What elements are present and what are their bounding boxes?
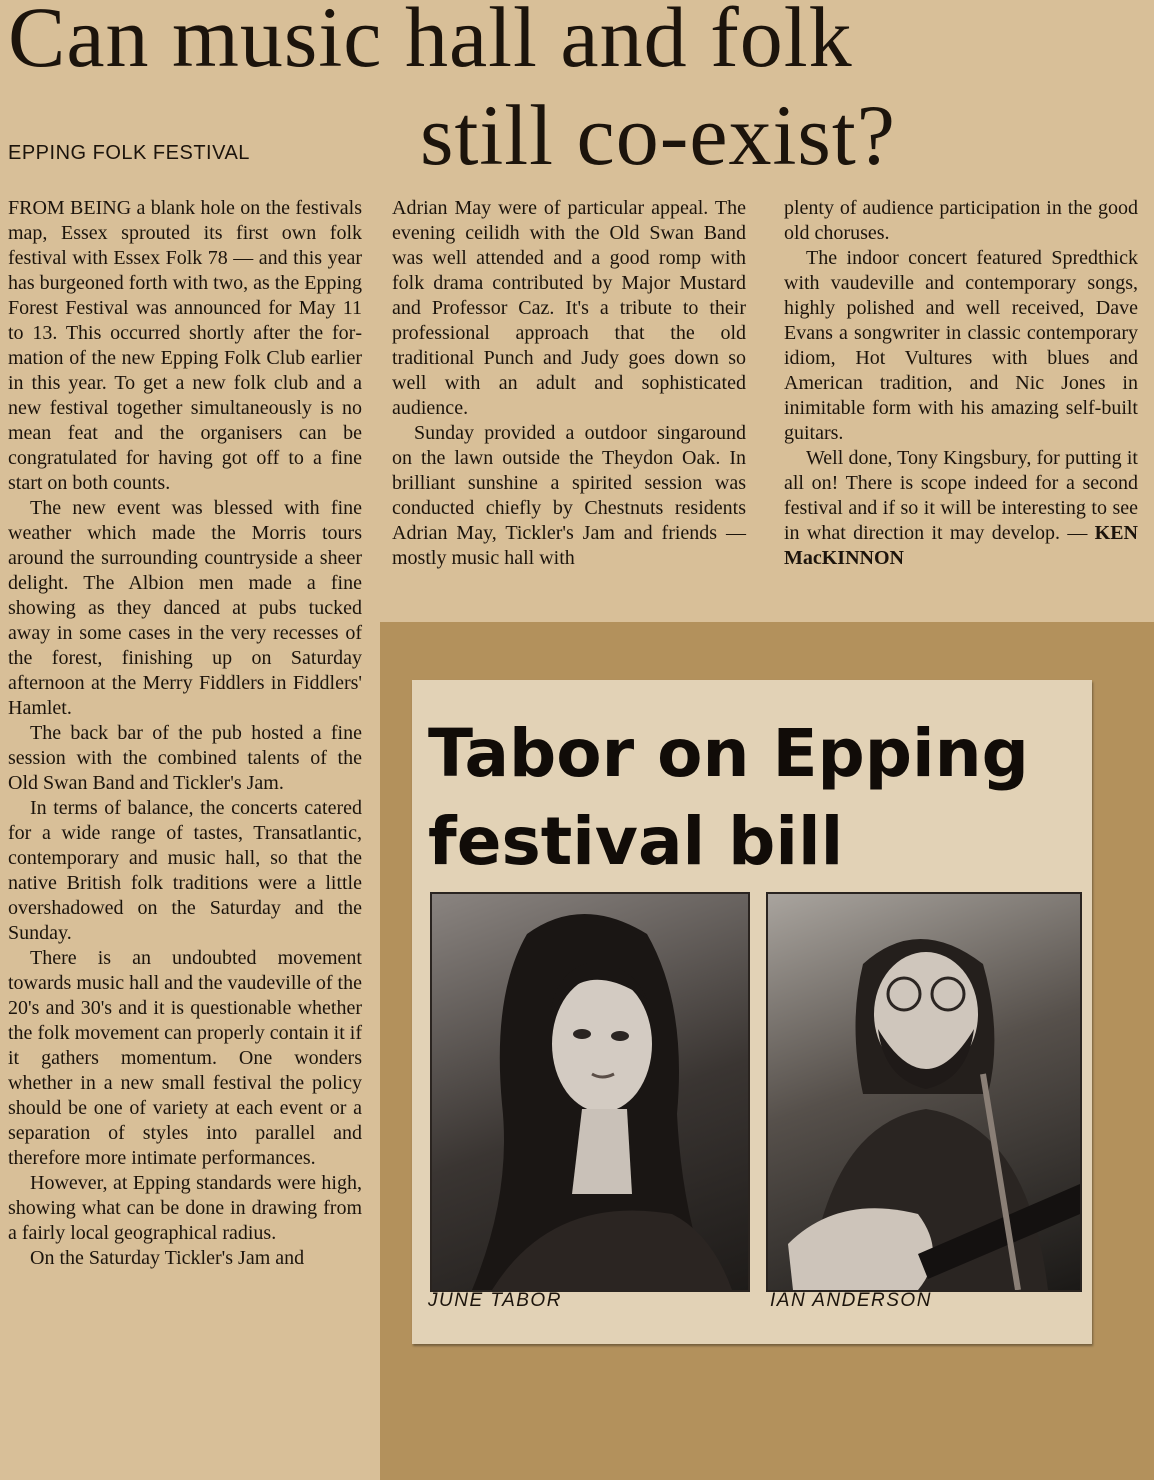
byline: KEN MacKINNON (784, 522, 1138, 569)
portrait-man-guitar-image (768, 894, 1080, 1290)
headline-line-1: Can music hall and folk (8, 0, 853, 85)
section-kicker: EPPING FOLK FESTIVAL (8, 142, 250, 164)
caption-june-tabor: JUNE TABOR (428, 1290, 562, 1311)
second-headline-line-2: festival bill (428, 803, 844, 880)
paragraph: FROM BEING a blank hole on the festivals map, Essex sprouted its first own folk festival with Essex Folk 78 — and this year has burgeoned forth with two, as the Epping Forest Festival was announced for May 11 to 13. This occurred shortly after the formation of the new Epping Folk Club earlier in this year. To get a new folk club and a new festival together simultaneously is no mean feat and the organisers can be congratulated for having got off to a fine start on both counts. (8, 197, 363, 494)
paragraph: The back bar of the pub hosted a fine session with the combined talents of the Old Swan Band and Tickler's Jam. (8, 722, 362, 794)
second-headline-line-1: Tabor on Epping (428, 715, 1029, 792)
paragraph: There is an undoubted movement towards music hall and the vaudeville of the 20's and 30's and it is questionable whether the folk movement can properly contain it if it gathers momentum. One wonders whether in a new small festival the policy should be one of variety at each event or a separation of styles into parallel and therefore more intimate performances. (8, 947, 362, 1169)
paragraph: Adrian May were of particular appeal. The evening ceilidh with the Old Swan Band was well attended and a good romp with folk drama contributed by Major Mustard and Professor Caz. It's a tribute to their professional approach that the old traditional Punch and Judy goes down so well with an adult and sophisticated audience. (392, 197, 746, 419)
paragraph-text: Well done, Tony Kingsbury, for putting it all on! There is scope indeed for a second festival and if so it will be interesting to see in what direction it may develop. — (784, 447, 1138, 544)
second-clipping (412, 680, 1092, 1344)
headline-line-2: still co-exist? (420, 87, 896, 183)
paragraph (784, 446, 1138, 571)
paragraph: On the Saturday Tickler's Jam and (30, 1247, 305, 1269)
paragraph: Sunday provided a outdoor singaround on the lawn outside the Theydon Oak. In brilliant sunshine a spirited session was conducted chiefly by Chestnuts residents Adrian May, Tickler's Jam and friends — mostly music hall with (392, 422, 746, 569)
article-column-2 (392, 196, 746, 571)
article-column-1 (8, 196, 362, 1271)
portrait-woman-image (432, 894, 748, 1290)
second-headline (428, 710, 1029, 886)
paragraph: However, at Epping standards were high, showing what can be done in drawing from a fairly local geographical radius. (8, 1172, 362, 1244)
paragraph: In terms of balance, the concerts catered for a wide range of tastes, Transatlantic, contemporary and music hall, so that the native British folk traditions were a little overshadowed on the Saturday and the Sunday. (8, 797, 362, 944)
photo-june-tabor (430, 892, 750, 1292)
caption-ian-anderson: IAN ANDERSON (770, 1290, 932, 1311)
article-column-3 (784, 196, 1138, 571)
paragraph: plenty of audience participation in the good old choruses. (784, 197, 1138, 244)
paragraph: The new event was blessed with fine weather which made the Morris tours around the surrounding countryside a sheer delight. The Albion men made a fine showing as they danced at pubs tucked away in some cases in the very recesses of the forest, finishing up on Saturday afternoon at the Merry Fiddlers in Fiddlers' Hamlet. (8, 497, 362, 719)
photo-ian-anderson (766, 892, 1082, 1292)
paragraph: The indoor concert featured Spredthick with vaudeville and contemporary songs, highly polished and well received, Dave Evans a songwriter in classic contemporary idiom, Hot Vultures with blues and American tradition, and Nic Jones in inimitable form with his amazing self-built guitars. (784, 247, 1138, 444)
